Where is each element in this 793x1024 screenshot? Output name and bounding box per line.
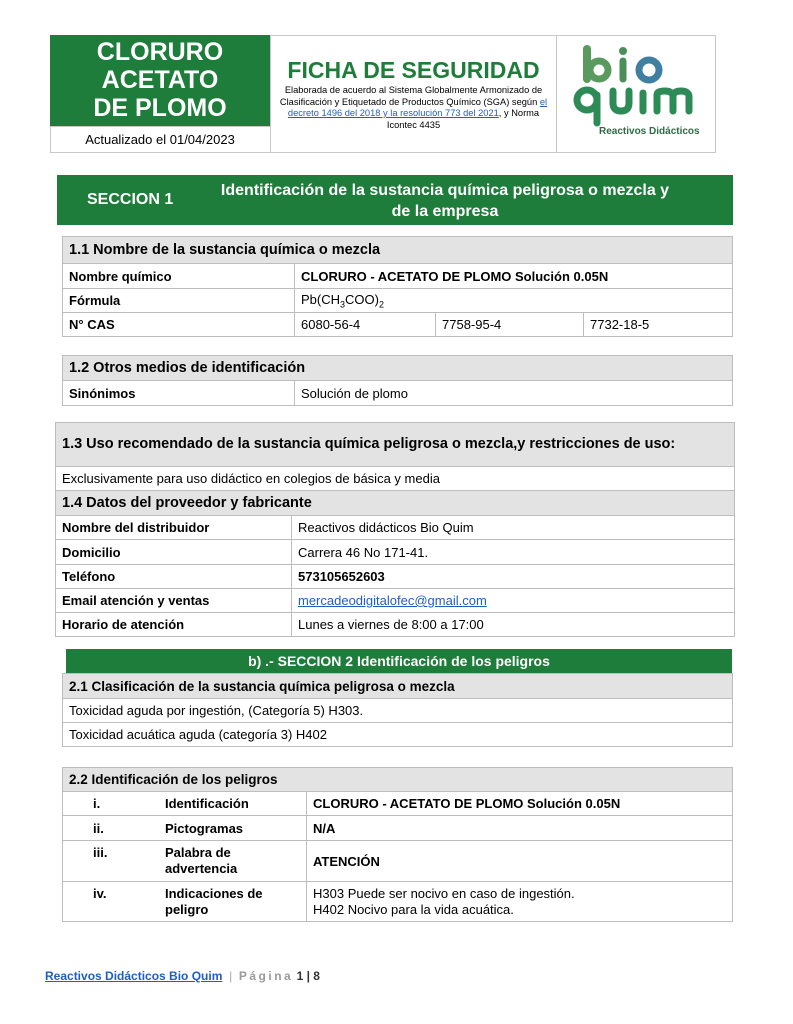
table-row <box>56 565 735 589</box>
email-cell <box>292 589 735 613</box>
hazard-num-2: ii. <box>63 816 160 841</box>
section1-banner <box>57 175 733 225</box>
address-value: Carrera 46 No 171-41. <box>292 540 735 565</box>
hours-value: Lunes a viernes de 8:00 a 17:00 <box>292 613 735 637</box>
s22-heading: 2.2 Identificación de los peligros <box>63 768 733 792</box>
chemical-name-value: CLORURO - ACETATO DE PLOMO Solución 0.05N <box>295 264 733 289</box>
s13-text: Exclusivamente para uso didáctico en colegios de básica y media <box>56 467 735 491</box>
table-row <box>63 381 733 406</box>
hazard-label-4: Indicaciones de peligro <box>159 882 307 922</box>
email-label: Email atención y ventas <box>56 589 292 613</box>
hazard-label-1: Identificación <box>159 792 307 816</box>
table-row <box>63 816 733 841</box>
sheet-description <box>271 85 556 131</box>
s13-heading: 1.3 Uso recomendado de la sustancia química peligrosa o mezcla,y restricciones de uso: <box>56 423 735 467</box>
table-substance-name <box>62 236 733 337</box>
table-row <box>56 516 735 540</box>
synonyms-value: Solución de plomo <box>295 381 733 406</box>
distributor-label: Nombre del distribuidor <box>56 516 292 540</box>
formula-value: $Pb(CH_3COO)_2$ <box>295 289 733 313</box>
table-row <box>56 613 735 637</box>
updated-date: Actualizado el 01/04/2023 <box>50 126 270 153</box>
product-name-line1: CLORURO <box>96 38 224 66</box>
hazard-value-4 <box>307 882 733 922</box>
section1-label: SECCION 1 <box>87 191 174 208</box>
table-row <box>63 882 733 922</box>
address-label: Domicilio <box>56 540 292 565</box>
hazard-statement-h402: H402 Nocivo para la vida acuática. <box>313 901 514 917</box>
hazard-label-2: Pictogramas <box>159 816 307 841</box>
cas-value-3: 7732-18-5 <box>584 313 733 337</box>
table-row <box>63 313 733 337</box>
table-other-identification <box>62 355 733 406</box>
phone-value: 573105652603 <box>292 565 735 589</box>
cas-value-2: 7758-95-4 <box>436 313 584 337</box>
sheet-title-cell <box>270 35 557 153</box>
table-row <box>56 589 735 613</box>
classification-item-1: Toxicidad aguda por ingestión, (Categoría 5) H303. <box>63 699 733 723</box>
table-row <box>63 841 733 882</box>
section1-title: Identificación de la sustancia química peligrosa o mezcla y de la empresa <box>220 182 670 220</box>
footer-company-link[interactable]: Reactivos Didácticos Bio Quim <box>45 969 223 983</box>
chemical-name-label: Nombre químico <box>63 264 295 289</box>
bioquim-logo <box>557 35 716 153</box>
formula-label: Fórmula <box>63 289 295 313</box>
synonyms-label: Sinónimos <box>63 381 295 406</box>
cas-label: N° CAS <box>63 313 295 337</box>
s11-heading: 1.1 Nombre de la sustancia química o mezcla <box>63 237 733 264</box>
s21-heading: 2.1 Clasificación de la sustancia química peligrosa o mezcla <box>63 674 733 699</box>
footer-separator: | <box>229 969 233 983</box>
hazard-value-2: N/A <box>307 816 733 841</box>
table-use-and-supplier <box>55 422 735 637</box>
product-name-line2: ACETATO <box>101 66 219 94</box>
page-footer <box>45 969 320 983</box>
table-row <box>63 264 733 289</box>
footer-page-word: Página <box>238 969 294 983</box>
classification-item-2: Toxicidad acuática aguda (categoría 3) H402 <box>63 723 733 747</box>
sheet-desc-pre: Elaborada de acuerdo al Sistema Globalmente Armonizado de Clasificación y Etiquetado de Productos Químico (SGA) según <box>279 85 543 107</box>
table-classification <box>62 673 733 747</box>
s12-heading: 1.2 Otros medios de identificación <box>63 356 733 381</box>
logo-subtitle: Reactivos Didácticos <box>599 126 700 137</box>
sheet-desc-post: , y Norma Icontec 4435 <box>386 108 540 130</box>
product-name-box <box>50 35 270 126</box>
product-name-line3: DE PLOMO <box>93 94 227 122</box>
hazard-num-4: iv. <box>63 882 160 922</box>
hours-label: Horario de atención <box>56 613 292 637</box>
email-link[interactable]: mercadeodigitalofec@gmail.com <box>298 593 487 608</box>
phone-label: Teléfono <box>56 565 292 589</box>
hazard-num-1: i. <box>63 792 160 816</box>
cas-value-1: 6080-56-4 <box>295 313 436 337</box>
hazard-statement-h303: H303 Puede ser nocivo en caso de ingestión. <box>313 885 575 901</box>
section2-banner: b) .- SECCION 2 Identificación de los peligros <box>66 649 732 673</box>
hazard-num-3: iii. <box>63 841 160 882</box>
hazard-value-3: ATENCIÓN <box>307 841 733 882</box>
table-row <box>56 540 735 565</box>
decree-link[interactable]: el decreto 1496 del 2018 y la resolución 773 del 2021 <box>287 96 548 118</box>
footer-page-number: 1 | 8 <box>296 969 320 983</box>
hazard-label-3: Palabra de advertencia <box>159 841 307 882</box>
sheet-title: FICHA DE SEGURIDAD <box>287 57 540 83</box>
table-row <box>63 792 733 816</box>
table-hazard-identification <box>62 767 733 922</box>
s14-heading: 1.4 Datos del proveedor y fabricante <box>56 491 735 516</box>
table-row <box>63 289 733 313</box>
hazard-value-1: CLORURO - ACETATO DE PLOMO Solución 0.05N <box>307 792 733 816</box>
distributor-value: Reactivos didácticos Bio Quim <box>292 516 735 540</box>
bioquim-logo-graphic <box>557 35 716 153</box>
